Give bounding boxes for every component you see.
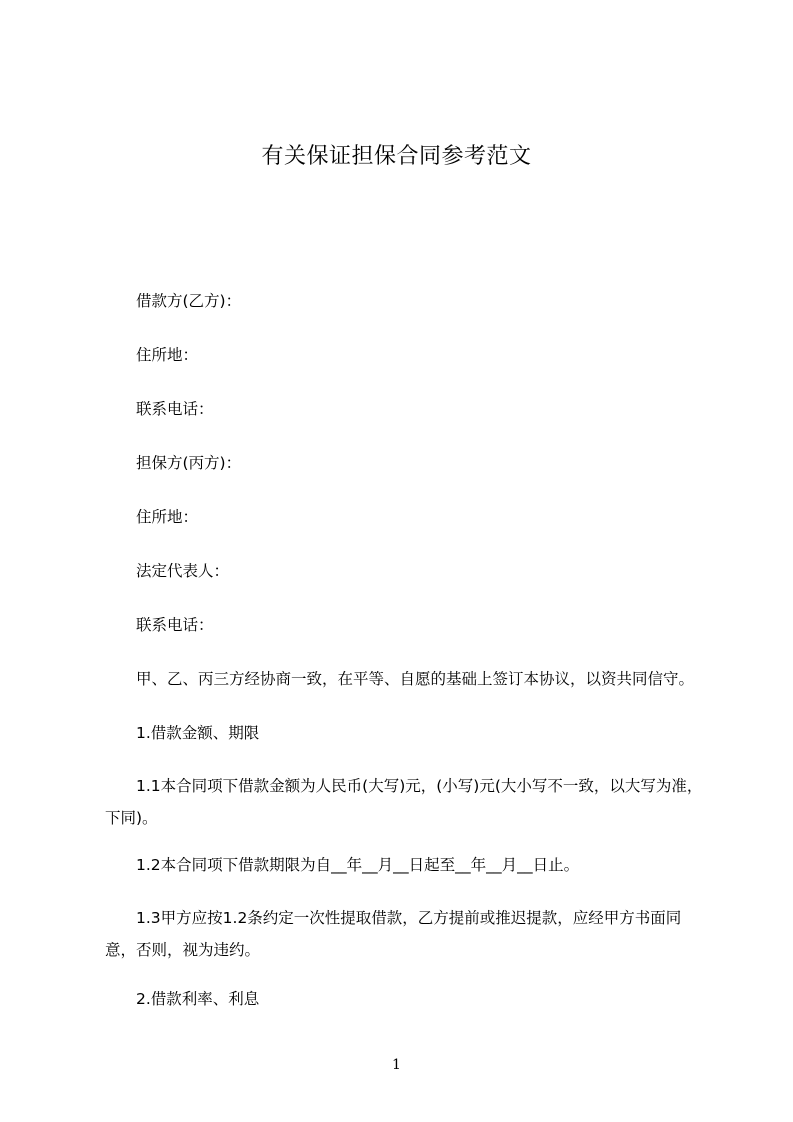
- clause-1-1: 1.1本合同项下借款金额为人民币(大写)元，(小写)元(大小写不一致，以大写为准，下同)。: [105, 777, 703, 827]
- paragraph-legal-representative: 法定代表人：: [136, 562, 230, 580]
- section-heading-loan-interest: 2.借款利率、利息: [136, 990, 260, 1008]
- clause-1-3: 1.3甲方应按1.2条约定一次性提取借款，乙方提前或推迟提款，应经甲方书面同意，否则，视为违约。: [105, 909, 682, 959]
- page-number: 1: [392, 1057, 401, 1073]
- paragraph-guarantor: 担保方(丙方)：: [136, 454, 242, 472]
- paragraph-guarantor-address: 住所地：: [136, 508, 199, 526]
- paragraph-agreement-intro: 甲、乙、丙三方经协商一致，在平等、自愿的基础上签订本协议，以资共同信守。: [136, 670, 695, 688]
- clause-1-2: 1.2本合同项下借款期限为自__年__月__日起至__年__月__日止。: [136, 856, 580, 874]
- paragraph-guarantor-phone: 联系电话：: [136, 616, 214, 634]
- document-title: 有关保证担保合同参考范文: [261, 144, 532, 169]
- paragraph-borrower-phone: 联系电话：: [136, 400, 214, 418]
- section-heading-loan-amount-term: 1.借款金额、期限: [136, 724, 260, 742]
- paragraph-borrower: 借款方(乙方)：: [136, 292, 242, 310]
- paragraph-borrower-address: 住所地：: [136, 346, 199, 364]
